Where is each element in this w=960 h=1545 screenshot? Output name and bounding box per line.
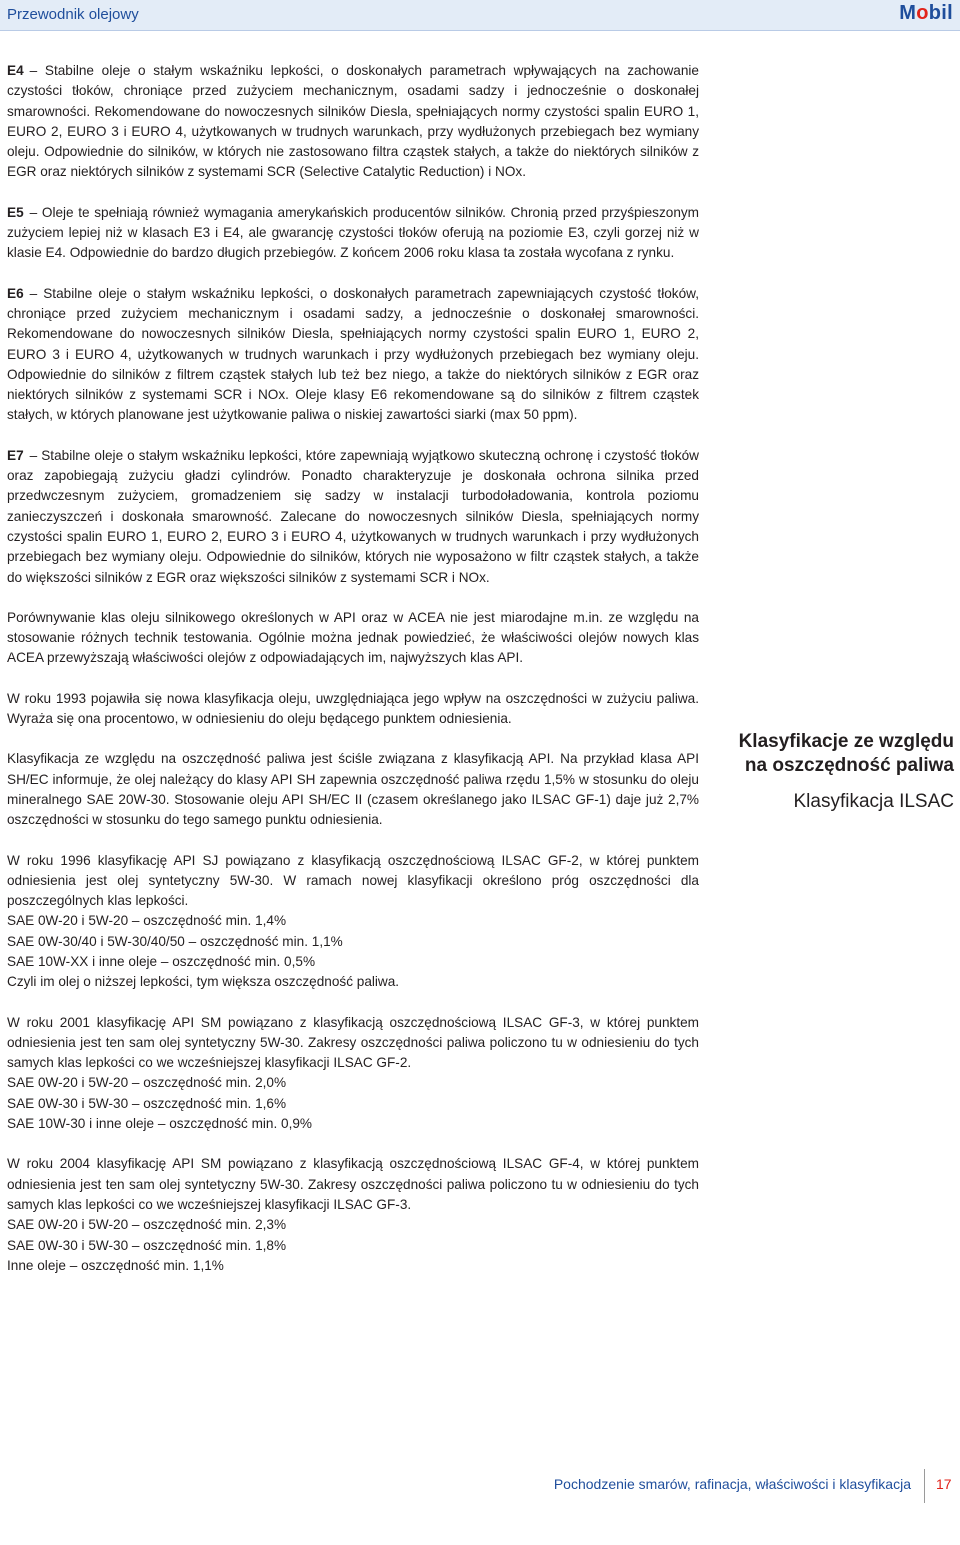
oil-class-code: E7 xyxy=(7,447,24,463)
header-bar xyxy=(0,0,960,31)
paragraph-text: W roku 2004 klasyfikację API SM powiązano z klasyfikacją oszczędnościową ILSAC GF-4, w której punktem odniesienia jest ten sam olej syntetyczny 5W-30. Zakresy oszczędności paliwa policzono tu w odniesieniu do tych samych klas lepkości co we wcześniejszej klasyfikacji ILSAC GF-3. xyxy=(7,1156,699,1212)
oil-class-code: E6 xyxy=(7,285,24,301)
paragraph-text: Klasyfikacja ze względu na oszczędność paliwa jest ściśle związana z klasyfikacją API. Na przykład klasa API SH/EC informuje, że olej należący do klasy API SH zapewnia oszczędność paliwa rzędu 1,5% w stosunku do oleju mineralnego SAE 20W-30. Stosowanie oleju API SH/EC II (czasem określanego jako ILSAC GF-1) daje już 2,7% oszczędności w stosunku do tego samego punktu odniesienia. xyxy=(7,751,699,828)
paragraph xyxy=(7,1154,699,1276)
savings-line: Inne oleje – oszczędność min. 1,1% xyxy=(7,1257,224,1273)
section-heading xyxy=(712,730,954,778)
savings-line: SAE 0W-20 i 5W-20 – oszczędność min. 2,0% xyxy=(7,1075,287,1091)
mobil-logo xyxy=(899,2,953,25)
paragraph xyxy=(7,608,699,669)
paragraph xyxy=(7,749,699,830)
oil-class-code: E5 xyxy=(7,204,24,220)
savings-line: Czyli im olej o niższej lepkości, tym większa oszczędność paliwa. xyxy=(7,974,400,990)
paragraph xyxy=(7,203,699,264)
logo-part-o: o xyxy=(916,2,929,24)
paragraph xyxy=(7,689,699,730)
paragraph-body xyxy=(7,446,699,588)
paragraph-body xyxy=(7,1154,699,1215)
savings-line: SAE 0W-20 i 5W-20 – oszczędność min. 2,3% xyxy=(7,1217,287,1233)
paragraph xyxy=(7,284,699,426)
paragraph-text: Porównywanie klas oleju silnikowego określonych w API oraz w ACEA nie jest miarodajne m.in. ze względu na stosowanie różnych technik testowania. Ogólnie można jednak powiedzieć, że właściwości olejów nowych klas ACEA przewyższają właściwości olejów z odpowiadających im, najwyższych klas API. xyxy=(7,609,699,666)
logo-part: M xyxy=(899,2,917,24)
paragraph-body xyxy=(7,61,699,183)
section-heading-line: na oszczędność paliwa xyxy=(744,755,954,776)
savings-line: SAE 0W-30/40 i 5W-30/40/50 – oszczędność min. 1,1% xyxy=(7,933,343,949)
paragraph-text: W roku 2001 klasyfikację API SM powiązano z klasyfikacją oszczędnościową ILSAC GF-3, w której punktem odniesienia jest ten sam olej syntetyczny 5W-30. Zakresy oszczędności paliwa policzono tu w odniesieniu do tych samych klas lepkości co we wcześniejszej klasyfikacji ILSAC GF-2. xyxy=(7,1014,699,1071)
paragraph xyxy=(7,851,699,993)
paragraph-body xyxy=(7,851,699,912)
logo-part: bil xyxy=(928,2,953,24)
paragraph-text: – Oleje te spełniają również wymagania amerykańskich producentów silników. Chronią przed przyśpieszonym zużyciem lepiej niż w klasach E3 i E4, ale gwarancję czystości tłoków oferują na poziomie E3, czyli gorzej niż w klasie E4. Odpowiednie do bardzo długich przebiegów. Z końcem 2006 roku klasa ta została wycofana z rynku. xyxy=(7,204,699,261)
paragraph-body xyxy=(7,689,699,730)
paragraph-body xyxy=(7,203,699,264)
paragraph xyxy=(7,61,699,183)
savings-line: SAE 0W-30 i 5W-30 – oszczędność min. 1,6% xyxy=(7,1095,287,1111)
paragraph-body xyxy=(7,284,699,426)
section-heading-line: Klasyfikacje ze względu xyxy=(738,731,954,752)
main-text xyxy=(7,61,699,1296)
savings-line: SAE 0W-20 i 5W-20 – oszczędność min. 1,4% xyxy=(7,913,287,929)
page-number: 17 xyxy=(936,1476,952,1492)
paragraph-body xyxy=(7,608,699,669)
paragraph-text: W roku 1996 klasyfikację API SJ powiązano z klasyfikacją oszczędnościową ILSAC GF-2, w której punktem odniesienia jest olej syntetyczny 5W-30. W ramach nowej klasyfikacji określono próg oszczędności dla poszczególnych klas lepkości. xyxy=(7,852,699,909)
paragraph-text: – Stabilne oleje o stałym wskaźniku lepkości, o doskonałych parametrach wpływających na zachowanie czystości tłoków, chroniące przed zużyciem mechanicznym, osadami sadzy i jednocześnie o doskonałej smarowności. Rekomendowane do nowoczesnych silników Diesla, spełniających normy czystości spalin EURO 1, EURO 2, EURO 3 i EURO 4, użytkowanych w trudnych warunkach, przy wydłużonych przebiegach bez wymiany oleju. Odpowiednie do silników, w których nie zastosowano filtra cząstek stałych, a także do niektórych silników z EGR oraz niektórych silników z systemami SCR (Selective Catalytic Reduction) i NOx. xyxy=(7,63,699,180)
savings-line: SAE 10W-XX i inne oleje – oszczędność min. 0,5% xyxy=(7,953,316,969)
section-subheading: Klasyfikacja ILSAC xyxy=(793,791,954,812)
paragraph-body xyxy=(7,1013,699,1074)
paragraph-text: W roku 1993 pojawiła się nowa klasyfikacja oleju, uwzględniająca jego wpływ na oszczędności w zużyciu paliwa. Wyraża się ona procentowo, w odniesieniu do oleju będącego punktem odniesienia. xyxy=(7,690,699,727)
paragraph-text: – Stabilne oleje o stałym wskaźniku lepkości, które zapewniają wyjątkowo skuteczną ochronę i czystość tłoków oraz zapobiegają zużyciu gładzi cylindrów. Ponadto charakteryzuje je doskonała ochrona silnika przed przedwczesnym zużyciem, gromadzeniem się sadzy w instalacji turbodoładowania, kontrola poziomu zanieczyszczeń i doskonała smarowność. Zalecane do nowoczesnych silników Diesla, spełniających normy czystości spalin EURO 1, EURO 2, EURO 3 i EURO 4, użytkowanych w trudnych warunkach i przy wydłużonych przebiegach bez wymiany oleju. Odpowiednie do silników, których nie wyposażono w filtr cząstek stałych, a także do większości silników z EGR oraz większości silników z systemami SCR i NOx. xyxy=(7,447,699,585)
paragraph-body xyxy=(7,749,699,830)
footer-divider xyxy=(924,1469,925,1503)
paragraph-text: – Stabilne oleje o stałym wskaźniku lepkości, o doskonałych parametrach zapewniających czystość tłoków, chroniące przed zużyciem mechanicznym i osadami sadzy, a jednocześnie o doskonałej smarowności. Rekomendowane do nowoczesnych silników Diesla, spełniających normy czystości spalin EURO 1, EURO 2, EURO 3 i EURO 4, użytkowanych w trudnych warunkach i przy wydłużonych przebiegach bez wymiany oleju. Odpowiednie do silników z filtrem cząstek stałych lub też bez niego, a także do niektórych silników z EGR oraz niektórych silników z systemami SCR i NOx. Oleje klasy E6 rekomendowane są do silników z filtrem cząstek stałych, w których planowane jest użytkowanie paliwa o niskiej zawartości siarki (max 50 ppm). xyxy=(7,285,699,423)
savings-line: SAE 0W-30 i 5W-30 – oszczędność min. 1,8% xyxy=(7,1237,287,1253)
header-title: Przewodnik olejowy xyxy=(7,6,139,23)
oil-class-code: E4 xyxy=(7,63,24,78)
footer-section-title: Pochodzenie smarów, rafinacja, właściwości i klasyfikacja xyxy=(553,1476,911,1492)
paragraph xyxy=(7,446,699,588)
savings-line: SAE 10W-30 i inne oleje – oszczędność min. 0,9% xyxy=(7,1116,313,1132)
paragraph xyxy=(7,1013,699,1135)
